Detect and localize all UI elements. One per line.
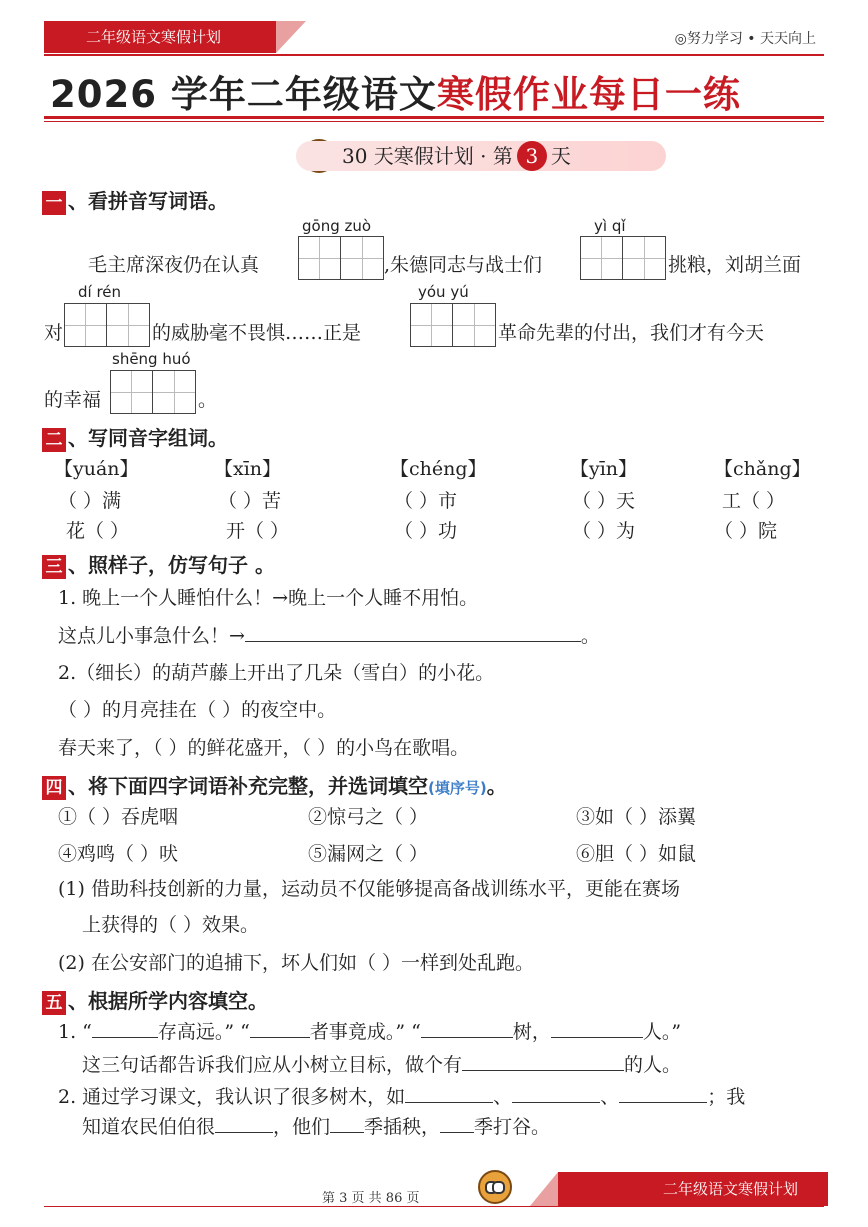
s5-l4-c: 季插秧， bbox=[364, 1116, 441, 1138]
s5-l4-a: 知道农民伯伯很 bbox=[82, 1116, 216, 1138]
writing-grid-shenghuo[interactable] bbox=[110, 370, 196, 414]
section-number: 二 bbox=[42, 428, 66, 452]
answer-blank[interactable] bbox=[512, 1084, 600, 1103]
s1-line1-b: ,朱德同志与战士们 bbox=[384, 254, 543, 276]
homophone-blank[interactable]: （ ）为 bbox=[572, 520, 636, 542]
writing-grid-gongzuo[interactable] bbox=[298, 236, 384, 280]
homophone-blank[interactable]: （ ）市 bbox=[394, 490, 458, 512]
writing-grid-youyu[interactable] bbox=[410, 303, 496, 347]
pinyin-head-yin: 【yīn】 bbox=[570, 458, 638, 480]
page-number: 第 3 页 共 86 页 bbox=[322, 1191, 420, 1206]
pinyin-head-xin: 【xīn】 bbox=[214, 458, 282, 480]
s5-l1-e: 人。” bbox=[642, 1021, 682, 1043]
pinyin-diren: dí rén bbox=[78, 283, 122, 301]
idiom-item-4[interactable]: ④鸡鸣（ ）吠 bbox=[58, 843, 179, 865]
footer-rule bbox=[44, 1206, 824, 1207]
section-number: 三 bbox=[42, 555, 66, 579]
answer-blank[interactable] bbox=[551, 1019, 643, 1038]
s4-question-1: (1) 借助科技创新的力量，运动员不仅能够提高备战训练水平，更能在赛场 bbox=[58, 878, 680, 900]
s5-l2-a: 这三句话都告诉我们应从小树立目标，做个有 bbox=[82, 1054, 463, 1076]
homophone-blank[interactable]: 工（ ） bbox=[722, 490, 786, 512]
section-2-heading bbox=[42, 422, 228, 452]
s5-line-1 bbox=[58, 1017, 681, 1044]
s3-example-2: 2.（细长）的葫芦藤上开出了几朵（雪白）的小花。 bbox=[58, 662, 495, 684]
writing-grid-diren[interactable] bbox=[64, 303, 150, 347]
section-number: 五 bbox=[42, 991, 66, 1015]
section-3-heading bbox=[42, 549, 275, 579]
homophone-blank[interactable]: （ ）苦 bbox=[218, 490, 282, 512]
s5-line-4 bbox=[82, 1112, 550, 1139]
header-rule bbox=[44, 54, 824, 56]
answer-blank[interactable] bbox=[330, 1114, 364, 1133]
title-rule bbox=[44, 116, 824, 119]
homophone-blank[interactable]: 开（ ） bbox=[226, 520, 290, 542]
answer-blank[interactable] bbox=[440, 1114, 474, 1133]
plan-suffix: 天 bbox=[550, 144, 571, 168]
answer-blank[interactable] bbox=[462, 1052, 624, 1071]
header-tab bbox=[44, 21, 276, 53]
writing-grid-yiqi[interactable] bbox=[580, 236, 666, 280]
homophone-blank[interactable]: （ ）功 bbox=[394, 520, 458, 542]
pinyin-head-cheng: 【chéng】 bbox=[390, 458, 487, 480]
s1-line2-b: 的威胁毫不畏惧……正是 bbox=[152, 322, 362, 344]
section-title: 、写同音字组词。 bbox=[68, 426, 228, 450]
pinyin-head-yuan: 【yuán】 bbox=[54, 458, 139, 480]
s1-line1-a: 毛主席深夜仍在认真 bbox=[88, 254, 260, 276]
section-title: 、将下面四字词语补充完整，并选词填空 bbox=[68, 774, 428, 798]
s3-example-1: 1. 晚上一个人睡怕什么！→晚上一个人睡不用怕。 bbox=[58, 587, 479, 609]
section-title-end: 。 bbox=[486, 774, 507, 798]
header-tab-label: 二年级语文寒假计划 bbox=[86, 28, 222, 46]
s1-line2-c: 革命先辈的付出，我们才有今天 bbox=[498, 322, 765, 344]
title-rule-thin bbox=[44, 121, 824, 122]
title-red: 寒假作业每日一练 bbox=[436, 73, 741, 116]
section-number: 一 bbox=[42, 191, 66, 215]
pinyin-youyu: yóu yú bbox=[418, 283, 469, 301]
owl-mascot-footer-icon bbox=[478, 1170, 512, 1204]
answer-blank[interactable] bbox=[245, 623, 581, 642]
s5-l1-b: 存高远。” “ bbox=[157, 1021, 250, 1043]
day-plan-banner bbox=[296, 141, 666, 171]
s5-l3-d: ；我 bbox=[707, 1086, 746, 1108]
s5-l4-b: ，他们 bbox=[273, 1116, 331, 1138]
s5-l3-a: 2. 通过学习课文，我认识了很多树木，如 bbox=[58, 1086, 406, 1108]
s3-task-1 bbox=[58, 621, 600, 648]
pinyin-gongzuo: gōng zuò bbox=[302, 217, 372, 235]
section-title: 、根据所学内容填空。 bbox=[68, 989, 268, 1013]
fill-number-note: (填序号) bbox=[428, 779, 487, 797]
section-1-heading bbox=[42, 185, 228, 215]
section-4-heading bbox=[42, 770, 507, 800]
footer-tab-label: 二年级语文寒假计划 bbox=[662, 1180, 798, 1198]
s4-question-2[interactable]: (2) 在公安部门的追捕下，坏人们如（ ）一样到处乱跑。 bbox=[58, 952, 534, 974]
pinyin-shenghuo: shēng huó bbox=[112, 350, 191, 368]
answer-blank[interactable] bbox=[250, 1019, 310, 1038]
plan-prefix: 30 天寒假计划 · 第 bbox=[342, 144, 513, 168]
pinyin-head-chang: 【chǎng】 bbox=[714, 458, 811, 480]
s1-line2-a: 对 bbox=[44, 322, 64, 344]
idiom-item-2[interactable]: ②惊弓之（ ） bbox=[308, 806, 429, 828]
s5-l3-c: 、 bbox=[600, 1086, 620, 1108]
s1-line3-b: 。 bbox=[198, 389, 218, 411]
s4-question-1-cont[interactable]: 上获得的（ ）效果。 bbox=[82, 914, 260, 936]
title-black: 2026 学年二年级语文 bbox=[50, 73, 437, 116]
s5-line-3 bbox=[58, 1082, 745, 1109]
answer-blank[interactable] bbox=[421, 1019, 513, 1038]
section-5-heading bbox=[42, 985, 268, 1015]
s5-l4-d: 季打谷。 bbox=[474, 1116, 551, 1138]
answer-blank[interactable] bbox=[619, 1084, 707, 1103]
section-title: 、照样子，仿写句子 。 bbox=[68, 553, 275, 577]
s3-task-1-end: 。 bbox=[580, 625, 600, 647]
pinyin-yiqi: yì qǐ bbox=[594, 217, 626, 235]
section-number: 四 bbox=[42, 776, 66, 800]
homophone-blank[interactable]: （ ）满 bbox=[58, 490, 122, 512]
answer-blank[interactable] bbox=[405, 1084, 493, 1103]
motto: ◎努力学习 • 天天向上 bbox=[674, 31, 816, 47]
homophone-blank[interactable]: （ ）院 bbox=[714, 520, 778, 542]
homophone-blank[interactable]: 花（ ） bbox=[66, 520, 130, 542]
answer-blank[interactable] bbox=[215, 1114, 273, 1133]
s5-l1-a: 1. “ bbox=[58, 1021, 92, 1043]
footer-tab bbox=[558, 1172, 828, 1206]
s5-l2-b: 的人。 bbox=[624, 1054, 682, 1076]
homophone-blank[interactable]: （ ）天 bbox=[572, 490, 636, 512]
idiom-item-5[interactable]: ⑤漏网之（ ） bbox=[308, 843, 429, 865]
s5-l3-b: 、 bbox=[493, 1086, 513, 1108]
s1-line1-c: 挑粮，刘胡兰面 bbox=[668, 254, 802, 276]
section-title: 、看拼音写词语。 bbox=[68, 189, 228, 213]
idiom-item-1[interactable]: ①（ ）吞虎咽 bbox=[58, 806, 179, 828]
s3-task-1-prompt: 这点儿小事急什么！→ bbox=[58, 625, 245, 647]
day-number-badge: 3 bbox=[517, 141, 547, 171]
idiom-item-6[interactable]: ⑥胆（ ）如鼠 bbox=[576, 843, 697, 865]
s5-l1-d: 树， bbox=[512, 1021, 551, 1043]
s3-task-3[interactable]: 春天来了，（ ）的鲜花盛开，（ ）的小鸟在歌唱。 bbox=[58, 737, 470, 759]
page-title bbox=[50, 64, 741, 118]
idiom-item-3[interactable]: ③如（ ）添翼 bbox=[576, 806, 697, 828]
s5-line-2 bbox=[82, 1050, 681, 1077]
s1-line3-a: 的幸福 bbox=[44, 389, 102, 411]
answer-blank[interactable] bbox=[92, 1019, 158, 1038]
s3-task-2[interactable]: （ ）的月亮挂在（ ）的夜空中。 bbox=[58, 699, 337, 721]
s5-l1-c: 者事竟成。” “ bbox=[309, 1021, 421, 1043]
